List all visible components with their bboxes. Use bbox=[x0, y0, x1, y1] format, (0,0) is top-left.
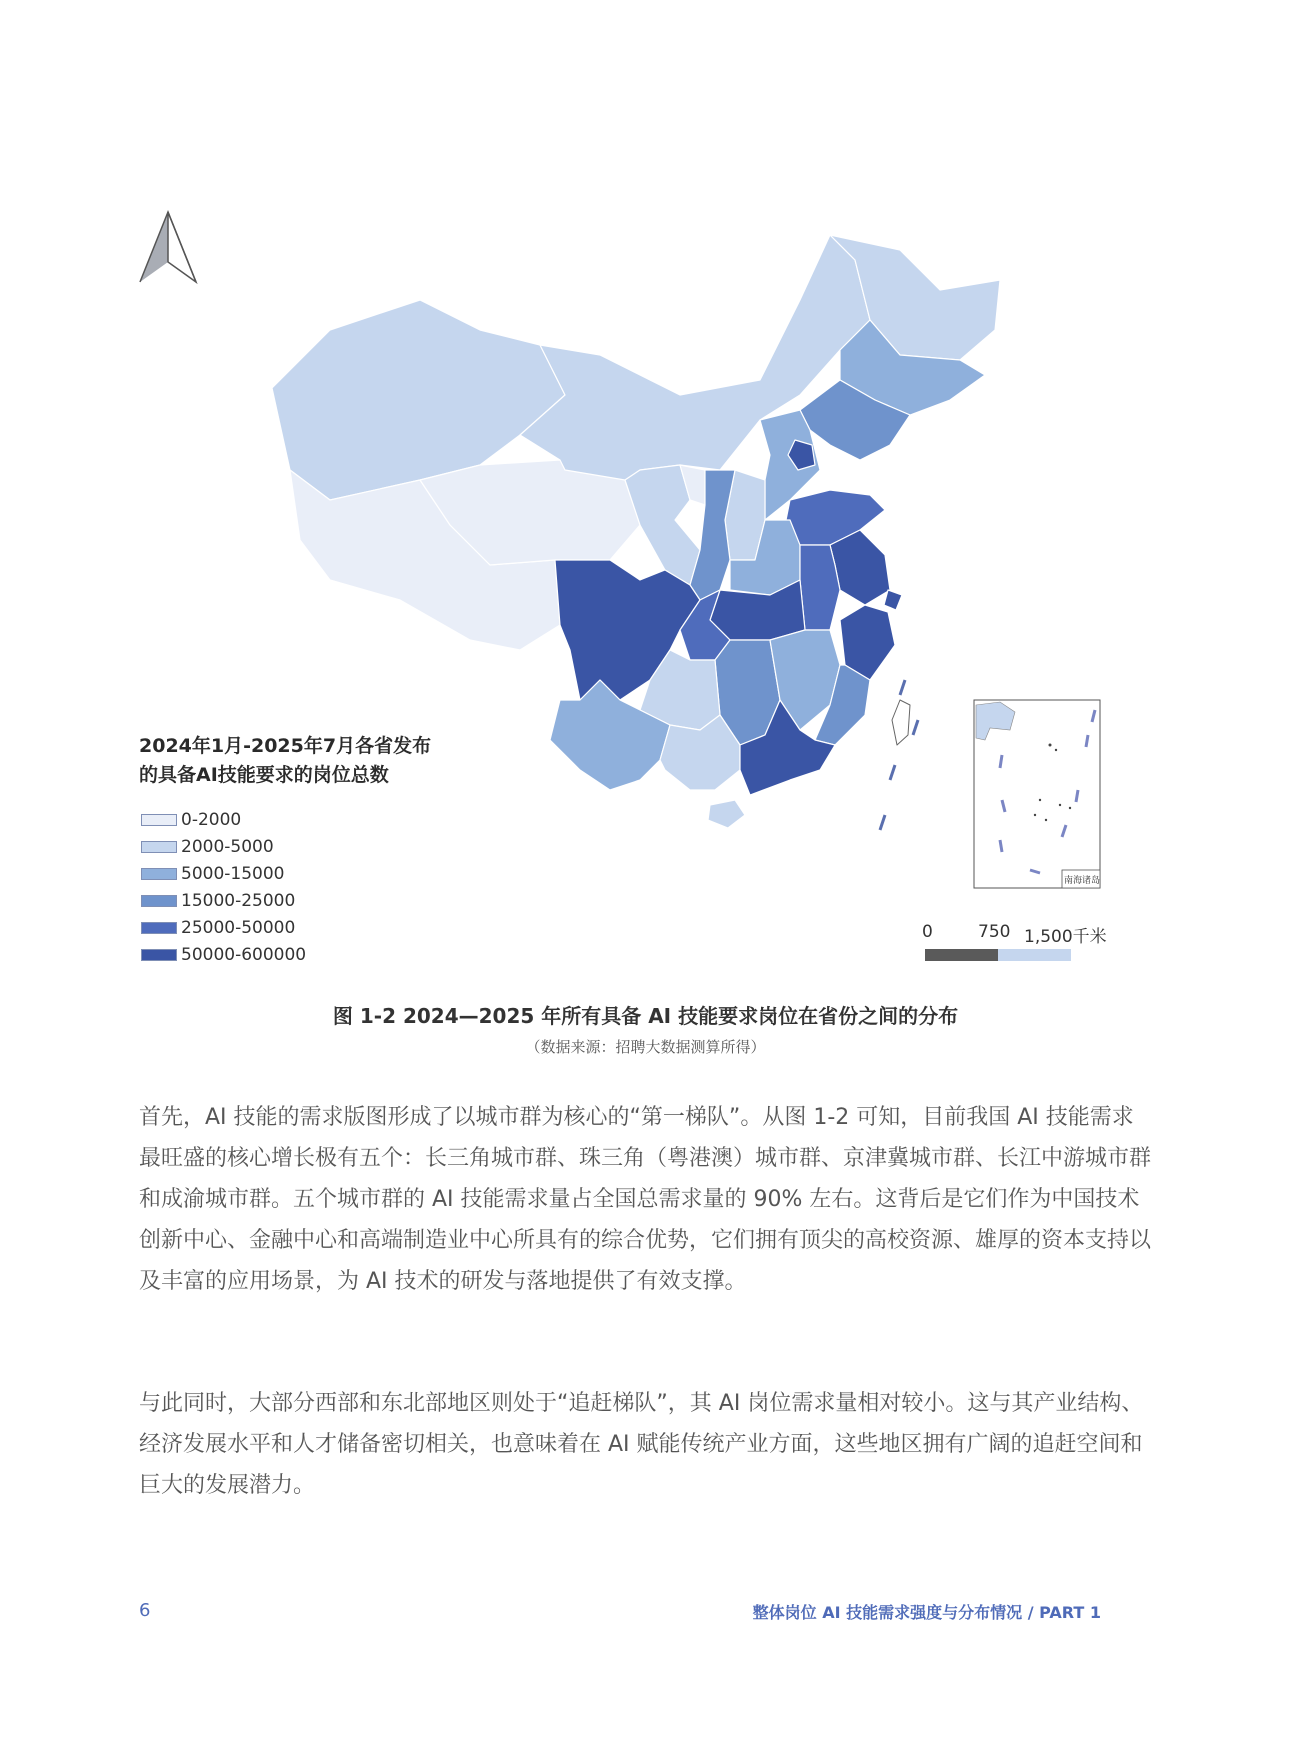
legend-item bbox=[141, 833, 306, 860]
province-inner-mongolia bbox=[520, 235, 870, 480]
scale-bar bbox=[925, 949, 1071, 961]
south-china-sea-inset bbox=[974, 700, 1100, 888]
legend-swatch bbox=[141, 814, 177, 826]
page-number: 6 bbox=[139, 1600, 151, 1621]
figure-caption: 图 1-2 2024—2025 年所有具备 AI 技能要求岗位在省份之间的分布 bbox=[332, 1004, 959, 1028]
province-shandong bbox=[785, 490, 885, 545]
footer-section-title: 整体岗位 AI 技能需求强度与分布情况 / PART 1 bbox=[752, 1603, 1101, 1622]
legend-swatch bbox=[141, 922, 177, 934]
legend-swatch bbox=[141, 868, 177, 880]
province-hainan bbox=[708, 800, 745, 828]
province-taiwan bbox=[892, 700, 910, 745]
legend-item bbox=[141, 941, 306, 968]
north-arrow-icon bbox=[140, 212, 196, 282]
figure-source: （数据来源：招聘大数据测算所得） bbox=[525, 1038, 766, 1056]
legend-label: 5000-15000 bbox=[181, 863, 285, 884]
scale-label-1500: 1,500千米 bbox=[1024, 927, 1107, 947]
legend-item bbox=[141, 914, 306, 941]
legend-item bbox=[141, 887, 306, 914]
legend-title-line2: 的具备AI技能要求的岗位总数 bbox=[139, 764, 389, 786]
body-paragraph-1: 首先，AI 技能的需求版图形成了以城市群为核心的“第一梯队”。从图 1-2 可知，目前我国 AI 技能需求最旺盛的核心增长极有五个：长三角城市群、珠三角（粤港澳）城市群、京津冀城市群、长江中游城市群和成渝城市群。五个城市群的 AI 技能需求量占全国总需求量的 90% 左右。这背后是它们作为中国技术创新中心、金融中心和高端制造业中心所具有的综合优势，它们拥有顶尖的高校资源、雄厚的资本支持以及丰富的应用场景，为 AI 技术的研发与落地提供了有效支撑。 bbox=[139, 1105, 1152, 1294]
legend-swatch bbox=[141, 841, 177, 853]
legend-label: 2000-5000 bbox=[181, 836, 274, 857]
legend-label: 0-2000 bbox=[181, 809, 242, 830]
legend-item bbox=[141, 806, 306, 833]
legend-title bbox=[139, 732, 431, 790]
legend-label: 50000-600000 bbox=[181, 944, 307, 965]
legend-item bbox=[141, 860, 306, 887]
legend-label: 25000-50000 bbox=[181, 917, 296, 938]
body-paragraph-2: 与此同时，大部分西部和东北部地区则处于“追赶梯队”，其 AI 岗位需求量相对较小。这与其产业结构、经济发展水平和人才储备密切相关，也意味着在 AI 赋能传统产业方面，这些地区拥有广阔的追赶空间和巨大的发展潜力。 bbox=[139, 1391, 1144, 1498]
scale-label-750: 750 bbox=[978, 922, 1011, 942]
scale-label-0: 0 bbox=[922, 922, 933, 942]
inset-title: 南海诸岛 bbox=[1064, 876, 1101, 886]
map-legend bbox=[141, 806, 306, 968]
legend-swatch bbox=[141, 895, 177, 907]
province-shanghai bbox=[884, 590, 902, 610]
legend-swatch bbox=[141, 949, 177, 961]
legend-title-line1: 2024年1月-2025年7月各省发布 bbox=[139, 735, 432, 757]
legend-label: 15000-25000 bbox=[181, 890, 296, 911]
